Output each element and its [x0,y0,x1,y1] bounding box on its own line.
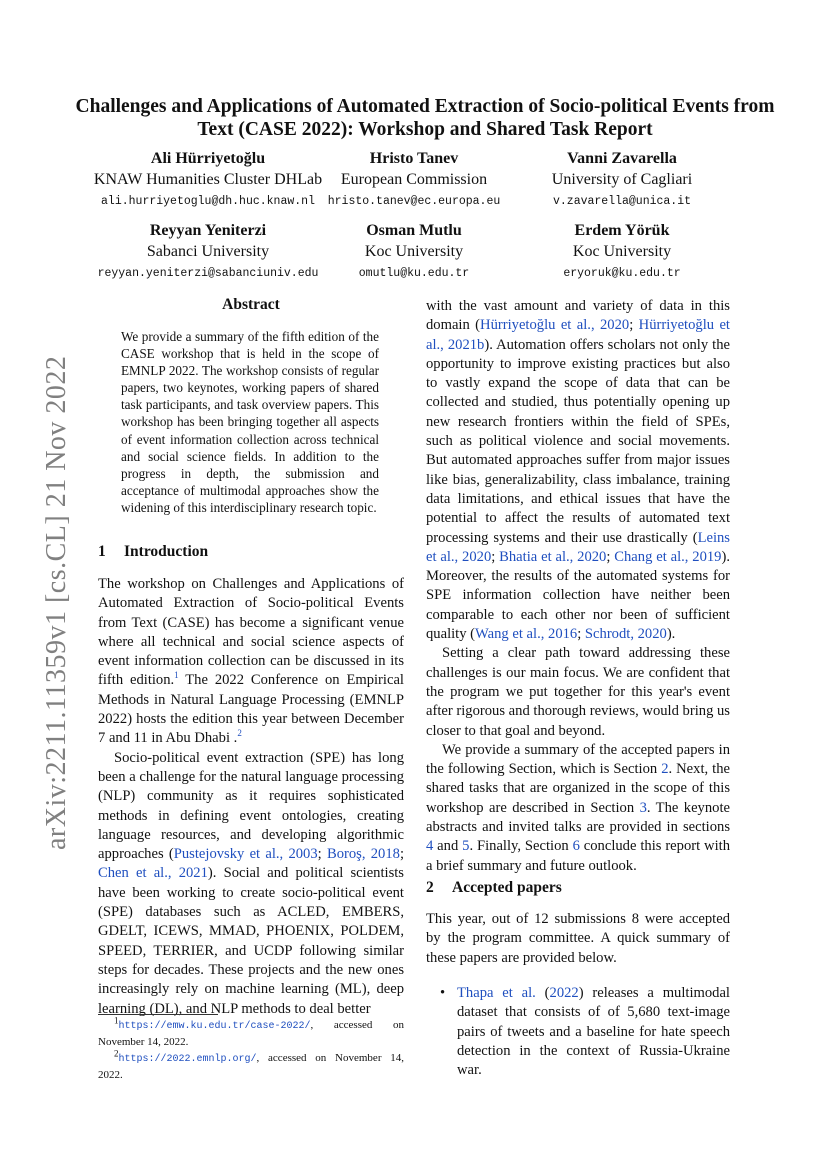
author-name: Ali Hürriyetoğlu [150,150,266,167]
author-name: Erdem Yörük [574,222,670,239]
section-link[interactable]: 3 [639,799,647,816]
author-email: ali.hurriyetoglu@dh.huc.knaw.nl [101,195,315,208]
arxiv-identifier: arXiv:2211.11359v1 [cs.CL] 21 Nov 2022 [41,355,72,850]
citation-link[interactable]: 2022 [549,985,579,1001]
author-affiliation: KNAW Humanities Cluster DHLab [93,171,323,188]
section-heading [98,543,208,561]
citation-link[interactable]: Pustejovsky et al., 2003 [173,846,318,863]
citation-link[interactable]: Chen et al., 2021 [98,865,208,882]
paper-summary-list [440,984,730,1080]
footnote-url[interactable]: https://emw.ku.edu.tr/case-2022/ [118,1021,311,1032]
paragraph: The workshop on Challenges and Applications of Automated Extraction of Socio-political Events from Text (CASE) has become a significant venue where all technical and social science aspects of event information collection can be discussed in its fifth edition.$^1$ The 2022 Conference on Empirical Methods in Natural Language Processing (EMNLP 2022) hosts the edition this year between December 7 and 11 in Abu Dhabi .$^2$ [98,576,404,747]
author-affiliation: University of Cagliari [551,171,693,188]
citation-link[interactable]: Chang et al., 2019 [614,548,722,565]
citation-link[interactable]: Hürriyetoğlu et al., 2020 [480,317,630,334]
author-affiliation: Koc University [364,243,464,260]
citation-link[interactable]: Schrodt, 2020 [584,626,667,643]
footnote-ref[interactable]: 2 [237,728,242,739]
section-number: 1 [98,543,106,560]
paragraph: We provide a summary of the accepted papers in the following Section, which is Section 2. Next, the shared tasks that are organized in the scope of this workshop are described in Section 3. The keynote abstracts and invited talks are provided in sections 4 and 5. Finally, Section 6 conclude this report with a brief summary and future outlook. [426,741,730,874]
section-link[interactable]: 4 [426,838,434,855]
abstract-heading: Abstract [222,296,280,313]
footnotes [98,1015,404,1084]
author-email: reyyan.yeniterzi@sabanciuniv.edu [97,267,319,280]
section-title: Accepted papers [452,879,562,896]
section-link[interactable]: 5 [462,838,470,855]
citation-link[interactable]: Boroş, 2018 [326,846,400,863]
paragraph: with the vast amount and variety of data in this domain (Hürriyetoğlu et al., 2020; Hürriyetoğlu et al., 2021b). Automation offers scholars not only the opportunity to improve existing practices but also to vastly expand the scope of data that can be collected and studied, thus potentially opening up new research frontiers within the field of SPEs, such as political violence and social movements. But automated approaches suffer from major issues like bias, generalizability, class imbalance, training data limitations, and ethical issues that have the potential to affect the results of automated text processing systems and their use drastically (Leins et al., 2020; Bhatia et al., 2020; Chang et al., 2019). Moreover, the results of the automated systems for SPE information collection have neither been comparable to each other nor been of sufficient quality (Wang et al., 2016; Schrodt, 2020). [426,298,731,643]
paper-title: Challenges and Applications of Automated Extraction of Socio-political Events from Text (CASE 2022): Workshop and Shared Task Report [75,96,775,140]
footnote-url[interactable]: https://2022.emnlp.org/ [118,1054,257,1065]
citation-link[interactable]: Leins et al., 2020 [426,529,730,565]
author-affiliation: European Commission [340,171,488,188]
paragraph: Setting a clear path toward addressing these challenges is our main focus. We are confident that the program we put together for this year's event after rigorous and thorough reviews, would bring us closer to that goal and beyond. [426,645,730,739]
section-link[interactable]: 2 [661,761,669,778]
paragraph: This year, out of 12 submissions 8 were accepted by the program committee. A quick summary of these papers are provided below. [426,911,730,966]
paragraph: Socio-political event extraction (SPE) has long been a challenge for the natural language processing (NLP) community as it requires sophisticated methods in defining event ontologies, creating language resources, and developing algorithmic approaches (Pustejovsky et al., 2003; Boroş, 2018; Chen et al., 2021). Social and political scientists have been working to create socio-political event (SPE) databases such as ACLED, EMBERS, GDELT, ICEWS, MMAD, PHOENIX, POLDEM, SPEED, TERRIER, and UCDP following similar steps for decades. These projects and the new ones increasingly rely on machine learning (ML), deep learning (DL), and NLP methods to deal better [98,749,405,1017]
bullet-marker: • [440,985,446,1001]
footnote: $^2$https://2022.emnlp.org/, accessed on November 14, 2022. [98,1048,404,1081]
footnote: $^1$https://emw.ku.edu.tr/case-2022/, accessed on November 14, 2022. [98,1015,404,1048]
author-block [492,221,752,282]
author-block [492,149,752,210]
arxiv-stamp [19,355,72,850]
author-affiliation: Koc University [572,243,672,260]
author-name: Osman Mutlu [366,222,462,239]
citation-link[interactable]: Wang et al., 2016 [475,626,578,643]
right-column-body [426,297,730,876]
section-heading [426,879,562,897]
author-email: eryoruk@ku.edu.tr [563,267,681,280]
author-email: omutlu@ku.edu.tr [358,267,470,280]
list-item: • Thapa et al. (2022) releases a multimodal dataset that consists of of 5,680 text-image pairs of tweets and a baseline for hate speech detection in the context of Russia-Ukraine war. [440,985,730,1079]
footnote-ref[interactable]: 1 [174,670,179,681]
section-number: 2 [426,879,434,896]
author-name: Vanni Zavarella [567,150,677,167]
section-title: Introduction [124,543,209,560]
left-column-body [98,575,404,1019]
abstract-text: We provide a summary of the fifth edition of the CASE workshop that is held in the scope of EMNLP 2022. The workshop consists of regular papers, two keynotes, working papers of shared task participants, and task overview papers. This workshop has been bringing together all aspects of event information collection across technical and social science fields. In addition to the progress in depth, the submission and acceptance of multimodal approaches show the widening of this interdisciplinary research topic. [121,329,379,515]
author-email: v.zavarella@unica.it [552,195,692,208]
author-name: Reyyan Yeniterzi [149,222,267,239]
author-email: hristo.tanev@ec.europa.eu [327,195,501,208]
author-affiliation: Sabanci University [146,243,270,260]
author-name: Hristo Tanev [369,150,459,167]
citation-link[interactable]: Thapa et al. [457,985,536,1001]
citation-link[interactable]: Hürriyetoğlu et al., 2021b [426,317,730,353]
citation-link[interactable]: Bhatia et al., 2020 [499,548,607,565]
section-2-body [426,910,730,968]
section-link[interactable]: 6 [572,838,580,855]
